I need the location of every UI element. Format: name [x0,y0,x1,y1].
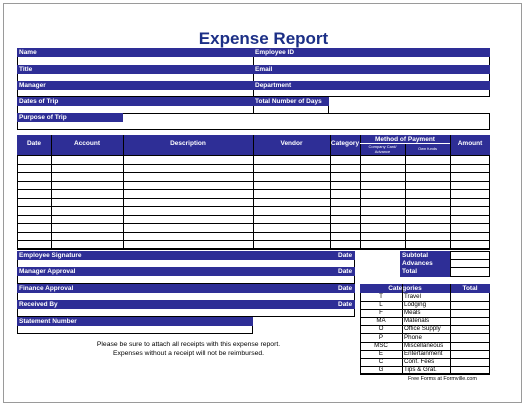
title-label: Title [17,65,254,74]
col-category: Category [330,140,360,147]
advances-label: Advances [400,259,450,268]
table-row[interactable] [17,172,490,173]
category-code: L [379,301,383,308]
manager-approval-date: Date [338,268,353,275]
category-name: Meals [404,309,421,316]
table-row[interactable] [17,189,490,190]
purpose-of-trip-label: Purpose of Trip [17,113,123,122]
col-vendor: Vendor [280,140,303,147]
category-code: G [378,366,384,373]
categories-total-header: Total [462,285,478,292]
category-name: Travel [404,293,421,300]
manager-label: Manager [17,81,254,90]
col-company-card: Company Card/ Advance [368,144,397,154]
category-code: P [378,334,384,341]
table-row[interactable] [17,155,490,156]
col-description: Description [170,140,206,147]
department-label: Department [253,81,490,90]
table-row[interactable] [17,215,490,216]
category-code: E [378,350,384,357]
page-title: Expense Report [198,29,329,48]
col-account: Account [74,140,100,147]
finance-approval-label: Finance Approval [17,284,355,293]
table-row[interactable] [17,206,490,207]
finance-approval-date: Date [338,285,353,292]
manager-approval-label: Manager Approval [17,267,355,276]
categories-header-label: Categories [388,285,422,292]
category-code: O [378,325,384,332]
category-column-divider [402,284,403,374]
col-amount: Amount [457,140,483,147]
category-name: Lodging [404,301,427,308]
col-method-of-payment: Method of Payment [375,136,435,143]
table-row[interactable] [17,240,490,241]
col-date: Date [26,140,42,147]
category-code: MSC [374,342,388,349]
receipt-note-line2: Expenses without a receipt will not be reimbursed. [112,350,265,357]
category-name: Materials [404,317,430,324]
table-column-divider [405,144,406,249]
category-code: T [379,293,383,300]
total-days-label: Total Number of Days [253,97,329,106]
employee-signature-date: Date [338,252,353,259]
received-by-label: Received By [17,300,355,309]
table-row[interactable] [17,249,490,250]
dates-of-trip-label: Dates of Trip [17,97,254,106]
category-code: C [378,358,384,365]
employee-id-label: Employee ID [253,48,490,57]
name-label: Name [17,48,254,57]
subtotal-value[interactable] [450,251,490,277]
receipt-note-line1: Please be sure to attach all receipts with this expense report. [96,341,281,348]
total-label: Total [400,267,450,277]
subtotal-label: Subtotal [400,251,450,260]
email-label: Email [253,65,490,74]
category-code: MA [376,317,386,324]
statement-number-label: Statement Number [17,317,253,326]
table-row[interactable] [17,232,490,233]
category-name: Phone [404,334,422,341]
col-own-funds: Own funds [417,146,438,151]
table-row[interactable] [17,198,490,199]
received-by-date: Date [338,301,353,308]
category-row[interactable] [360,374,490,375]
table-row[interactable] [17,223,490,224]
category-code: F [379,309,383,316]
category-column-divider [450,284,451,374]
category-name: Tips & Grat. [404,366,437,373]
category-name: Entertainment [404,350,443,357]
table-row[interactable] [17,164,490,165]
category-name: Conf. Fees [404,358,435,365]
table-row[interactable] [17,181,490,182]
employee-signature-label: Employee Signature [17,251,355,260]
category-name: Miscellaneous [404,342,444,349]
method-of-payment-divider [360,143,450,144]
footer-credit: Free Forms at Formville.com [408,376,477,382]
category-name: Office Supply [404,325,441,332]
